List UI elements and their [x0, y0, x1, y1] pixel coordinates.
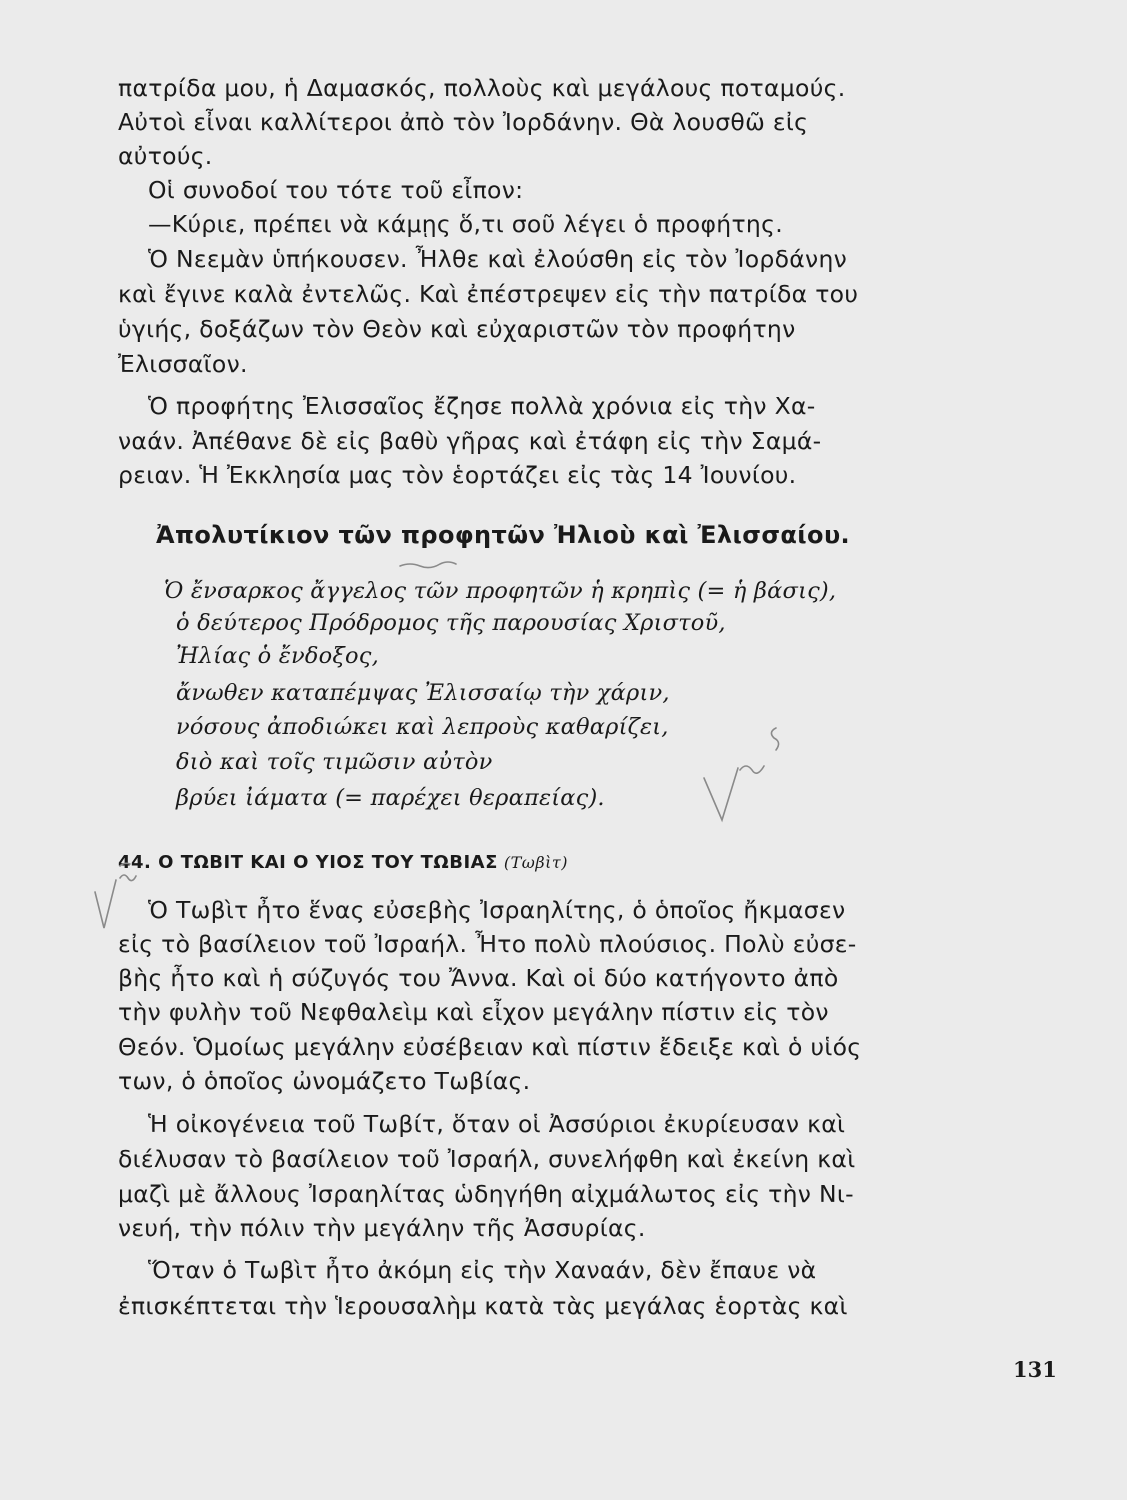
text-line: Ὁ Νεεμὰν ὑπήκουσεν. Ἦλθε καὶ ἐλούσθη εἰς τὸν Ἰορδάνην — [148, 245, 848, 273]
apolytikion-title: Ἀπολυτίκιον τῶν προφητῶν Ἠλιοὺ καὶ Ἐλισσαίου. — [156, 521, 851, 549]
verse-line: νόσους ἀποδιώκει καὶ λεπροὺς καθαρίζει, — [176, 714, 669, 740]
text-line: Ὅταν ὁ Τωβὶτ ἦτο ἀκόμη εἰς τὴν Χαναάν, δὲν ἔπαυε νὰ — [148, 1256, 817, 1284]
pencil-mark — [95, 880, 116, 928]
text-line: μαζὶ μὲ ἄλλους Ἰσραηλίτας ὡδηγήθη αἰχμάλωτος εἰς τὴν Νι- — [118, 1180, 854, 1208]
text-line: Αὐτοὶ εἶναι καλλίτεροι ἀπὸ τὸν Ἰορδάνην. Θὰ λουσθῶ εἰς — [118, 108, 809, 136]
text-line: Ἐλισσαῖον. — [118, 350, 248, 378]
verse-line: ἄνωθεν καταπέμψας Ἐλισσαίῳ τὴν χάριν, — [176, 680, 670, 706]
text-line: διέλυσαν τὸ βασίλειον τοῦ Ἰσραήλ, συνελήφθη καὶ ἐκείνη καὶ — [118, 1145, 856, 1173]
pencil-mark — [704, 768, 738, 820]
text-line: ναάν. Ἀπέθανε δὲ εἰς βαθὺ γῆρας καὶ ἐτάφη εἰς τὴν Σαμά- — [118, 427, 822, 455]
verse-line: διὸ καὶ τοῖς τιμῶσιν αὐτὸν — [176, 749, 493, 775]
pencil-mark — [120, 863, 130, 866]
text-line: Οἱ συνοδοί του τότε τοῦ εἶπον: — [148, 176, 524, 204]
verse-line: ὁ δεύτερος Πρόδρομος τῆς παρουσίας Χριστοῦ, — [176, 610, 726, 636]
page-number: 131 — [1013, 1357, 1057, 1382]
section-subtitle: (Τωβὶτ) — [503, 853, 568, 872]
verse-line: βρύει ἰάματα (= παρέχει θεραπείας). — [176, 785, 605, 811]
text-line: αὐτούς. — [118, 142, 213, 170]
pencil-mark — [400, 562, 456, 568]
text-line: βὴς ἦτο καὶ ἡ σύζυγός του Ἄννα. Καὶ οἱ δύο κατήγοντο ἀπὸ — [118, 964, 839, 992]
section-title-text: 44. Ο ΤΩΒΙΤ ΚΑΙ Ο ΥΙΟΣ ΤΟΥ ΤΩΒΙΑΣ — [118, 852, 498, 873]
pencil-mark — [771, 728, 778, 750]
text-line: νευή, τὴν πόλιν τὴν μεγάλην τῆς Ἀσσυρίας. — [118, 1214, 646, 1242]
text-line: εἰς τὸ βασίλειον τοῦ Ἰσραήλ. Ἦτο πολὺ πλούσιος. Πολὺ εὐσε- — [118, 930, 857, 958]
text-line: των, ὁ ὁποῖος ὠνομάζετο Τωβίας. — [118, 1067, 531, 1095]
text-line: ἐπισκέπτεται τὴν Ἱερουσαλὴμ κατὰ τὰς μεγάλας ἑορτὰς καὶ — [118, 1292, 848, 1320]
text-line: —Κύριε, πρέπει νὰ κάμῃς ὅ,τι σοῦ λέγει ὁ προφήτης. — [148, 210, 783, 238]
text-line: Ἡ οἰκογένεια τοῦ Τωβίτ, ὅταν οἱ Ἀσσύριοι ἐκυρίευσαν καὶ — [148, 1110, 846, 1138]
text-line: πατρίδα μου, ἡ Δαμασκός, πολλοὺς καὶ μεγάλους ποταμούς. — [118, 74, 846, 102]
verse-line: Ἠλίας ὁ ἔνδοξος, — [176, 643, 379, 669]
text-line: ρειαν. Ἡ Ἐκκλησία μας τὸν ἑορτάζει εἰς τὰς 14 Ἰουνίου. — [118, 461, 797, 489]
pencil-mark — [120, 875, 136, 881]
verse-line: Ὁ ἔνσαρκος ἄγγελος τῶν προφητῶν ἡ κρηπὶς (= ἡ βάσις), — [164, 578, 837, 604]
text-line: τὴν φυλὴν τοῦ Νεφθαλεὶμ καὶ εἶχον μεγάλην πίστιν εἰς τὸν — [118, 998, 829, 1026]
text-line: Θεόν. Ὁμοίως μεγάλην εὐσέβειαν καὶ πίστιν ἔδειξε καὶ ὁ υἱός — [118, 1033, 862, 1061]
text-line: Ὁ προφήτης Ἐλισσαῖος ἔζησε πολλὰ χρόνια εἰς τὴν Χα- — [148, 392, 816, 420]
text-line: καὶ ἔγινε καλὰ ἐντελῶς. Καὶ ἐπέστρεψεν εἰς τὴν πατρίδα του — [118, 280, 859, 308]
text-line: Ὁ Τωβὶτ ἦτο ἕνας εὐσεβὴς Ἰσραηλίτης, ὁ ὁποῖος ἤκμασεν — [148, 896, 846, 924]
text-line: ὑγιής, δοξάζων τὸν Θεὸν καὶ εὐχαριστῶν τὸν προφήτην — [118, 315, 796, 343]
pencil-mark — [740, 766, 764, 773]
